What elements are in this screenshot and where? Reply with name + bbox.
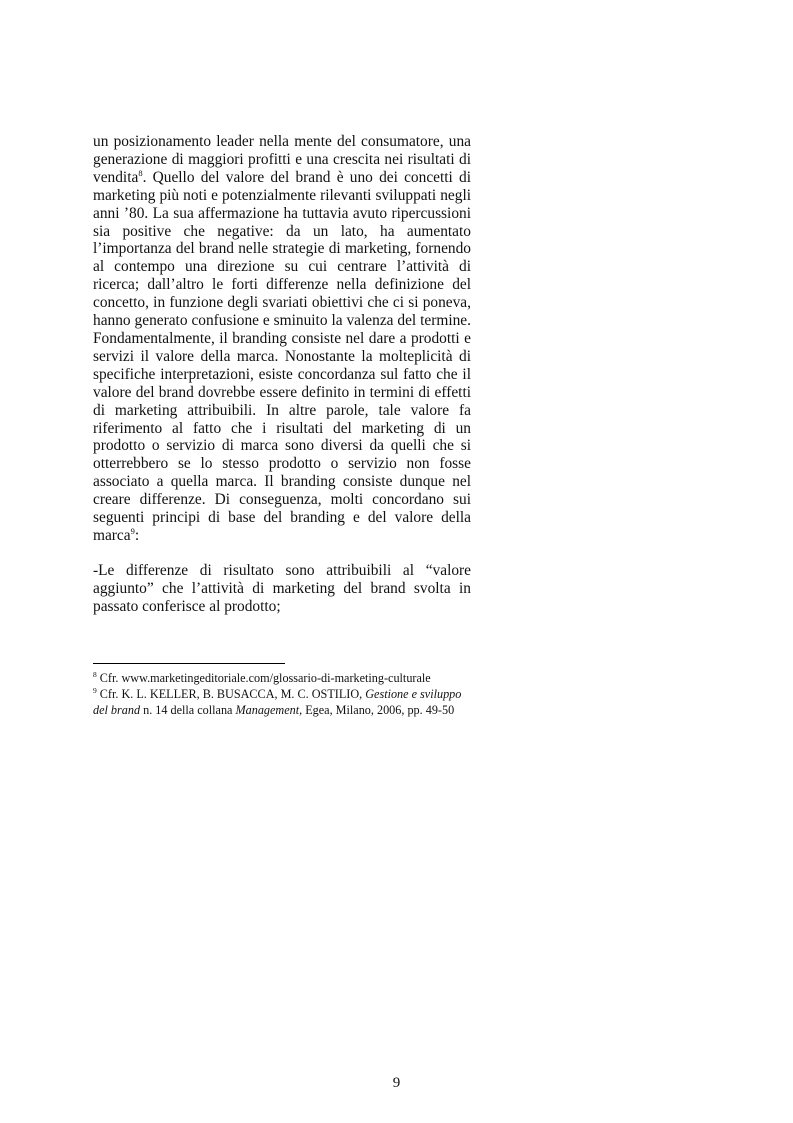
footnote-9-text-c: Egea, Milano, 2006, pp. 49-50 — [302, 703, 455, 717]
body-paragraph-2: -Le differenze di risultato sono attribuibili al “valore aggiunto” che l’attività di marketing del brand svolta in passato conferisce al prodotto; — [93, 562, 471, 616]
body-paragraph-1 — [93, 133, 471, 545]
main-text — [93, 133, 471, 616]
footnote-8-text: Cfr. www.marketingeditoriale.com/glossario-di-marketing-culturale — [96, 671, 431, 685]
footnote-9-text-b: n. 14 della collana — [140, 703, 236, 717]
footnote-separator — [93, 663, 285, 664]
footnote-9-book-title: Gestione e sviluppo del brand — [93, 687, 462, 717]
footnote-ref-8[interactable]: 8 — [138, 167, 143, 178]
footnote-9-text-a: Cfr. K. L. KELLER, B. BUSACCA, M. C. OSTILIO, — [96, 687, 366, 701]
paragraph-1-text-b: . Quello del valore del brand è uno dei concetti di marketing più noti e potenzialmente rilevanti sviluppati negli anni ’80. La sua affermazione ha tuttavia avuto ripercussioni sia positive che negative: da un lato, ha aumentato l’importanza del brand nelle strategie di marketing, fornendo al contempo una direzione su cui centrare l’attività di ricerca; dall’altro le forti differenze nella definizione del concetto, in funzione degli svariati obiettivi che ci si poneva, hanno generato confusione e sminuito la valenza del termine. Fondamentalmente, il branding consiste nel dare a prodotti e servizi il valore della marca. Nonostante la molteplicità di specifiche interpretazioni, esiste concordanza sul fatto che il valore del brand dovrebbe essere definito in termini di effetti di marketing attribuibili. In altre parole, tale valore fa riferimento al fatto che i risultati del marketing di un prodotto o servizio di marca sono diversi da quelli che si otterrebbero se lo stesso prodotto o servizio non fosse associato a quella marca. Il branding consiste dunque nel creare differenze. Di conseguenza, molti concordano sui seguenti principi di base del branding e del valore della marca — [93, 168, 471, 544]
footnote-ref-9[interactable]: 9 — [130, 525, 135, 536]
paragraph-1-text-a: un posizionamento leader nella mente del consumatore, una generazione di maggiori profitti e una crescita nei risultati di vendita — [93, 133, 471, 186]
footnote-9-series: Management, — [235, 703, 303, 717]
footnote-8-number: 8 — [93, 669, 97, 679]
footnote-9-number: 9 — [93, 685, 97, 695]
page-number: 9 — [392, 1075, 401, 1091]
footnote-9 — [93, 686, 471, 718]
footnotes — [93, 670, 471, 718]
footnote-8 — [93, 670, 471, 686]
paragraph-1-text-c: : — [134, 526, 140, 544]
